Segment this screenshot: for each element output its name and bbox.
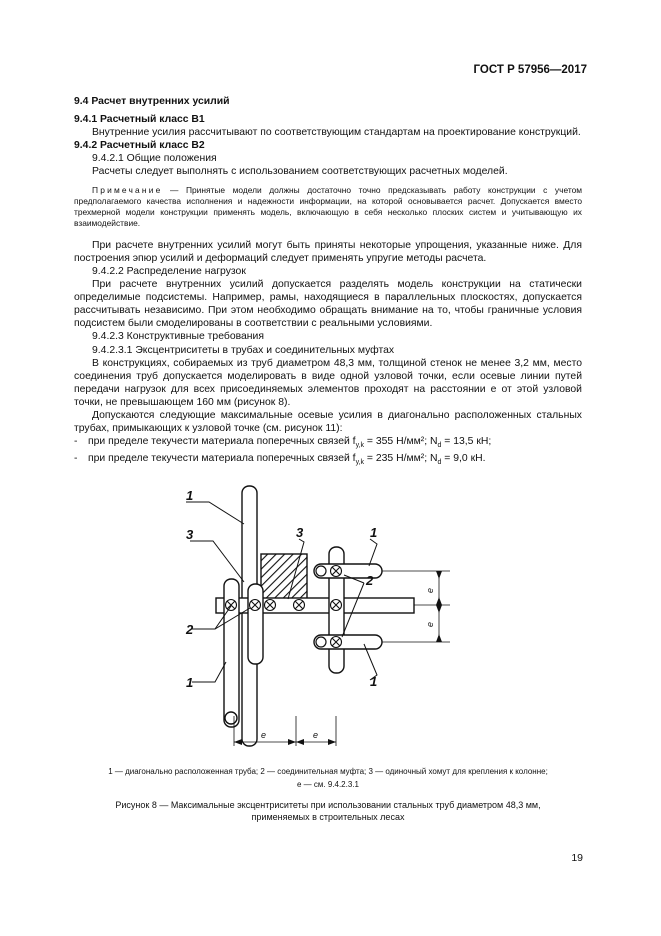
dimension-e: e [261, 730, 267, 740]
heading-9-4-1: 9.4.1 Расчетный класс В1 [74, 114, 205, 126]
coupler-symbol [331, 566, 342, 577]
list-item: - при пределе текучести материала поперечных связей $f_{y,k} = 235$ Н/мм²; $N_d = 9,0$ кН. [74, 453, 486, 467]
main-text [74, 95, 582, 470]
paragraph-9-4-2-1: Расчеты следует выполнять с использованием соответствующих расчетных моделей. [92, 166, 508, 178]
leader-line [369, 539, 377, 566]
legend-line-1: 1 — диагонально расположенная труба; 2 — соединительная муфта; 3 — одиночный хомут для крепления к колонне; [108, 767, 548, 776]
tube-end [316, 637, 326, 647]
column-clamp [261, 554, 307, 600]
coupler-symbol [294, 600, 305, 611]
note [74, 185, 582, 230]
label-3: 3 [296, 525, 304, 540]
dimension-e: e [313, 730, 319, 740]
note-label: Примечание [92, 184, 163, 195]
heading-9-4-2-3: 9.4.2.3 Конструктивные требования [92, 331, 264, 343]
leader-line [192, 662, 226, 682]
leader-line [190, 541, 244, 582]
dimension-e: e [425, 621, 435, 627]
heading-9-4-2-1: 9.4.2.1 Общие положения [92, 153, 217, 165]
page-number: 19 [571, 852, 583, 864]
note-text: — Принятые модели должны достаточно точно предсказывать работу конструкции с учетом предполагаемого качества исполнения и надежности информации, на которой основывается расчет. Допускается вместо трехмерной модели конструкции применять модель, включающую в себя несколько плоских систем и учитывающую их взаимодействие. [74, 184, 582, 229]
label-2: 2 [366, 573, 374, 588]
figure-caption [74, 799, 582, 823]
coupler-symbol [331, 637, 342, 648]
figure-legend [74, 765, 582, 791]
document-id: ГОСТ Р 57956—2017 [473, 64, 587, 76]
paragraph-9-4-2-2: При расчете внутренних усилий допускается разделять модель конструкции на статически определимые подсистемы. Например, рамы, находящиеся в параллельных плоскостях, допускается рассчитывать независимо. При этом необходимо обращать внимание на то, чтобы граничные условия подсистем были смоделированы в соответствии с реальными условиями. [74, 279, 582, 330]
label-1: 1 [370, 525, 378, 540]
tube-end [225, 712, 237, 724]
label-1: 1 [370, 674, 378, 689]
heading-9-4: 9.4 Расчет внутренних усилий [74, 96, 230, 107]
coupler-symbol [265, 600, 276, 611]
paragraph-9-4-1: Внутренние усилия рассчитывают по соответствующим стандартам на проектирование конструкций. [92, 127, 581, 139]
caption-line-1: Рисунок 8 — Максимальные эксцентриситеты при использовании стальных труб диаметром 48,3 мм, [115, 800, 541, 810]
label-3: 3 [186, 527, 194, 542]
paragraph-9-4-2-3-1: В конструкциях, собираемых из труб диаметром 48,3 мм, толщиной стенок не менее 3,2 мм, место соединения труб допускается моделировать в виде одной узловой точки, если осевые линии путей передачи нагрузок для всех присоединяемых элементов проходят на расстоянии e от этой узловой точки, не превышающем 160 мм (рисунок 8). [74, 357, 582, 408]
leader-line [186, 502, 244, 524]
heading-9-4-2-2: 9.4.2.2 Распределение нагрузок [92, 265, 246, 277]
label-1: 1 [186, 675, 194, 690]
coupler-symbol [226, 600, 237, 611]
tube-end [316, 566, 326, 576]
list-item: - при пределе текучести материала поперечных связей $f_{y,k} = 355$ Н/мм²; $N_d = 13,5$ кН; [74, 436, 492, 450]
coupler-symbol [331, 600, 342, 611]
caption-line-2: применяемых в строительных лесах [251, 812, 405, 822]
dimension-e: e [425, 587, 435, 593]
heading-9-4-2-3-1: 9.4.2.3.1 Эксцентриситеты в трубах и соединительных муфтах [92, 344, 395, 356]
figure-8-diagram [74, 484, 582, 756]
label-1: 1 [186, 488, 194, 503]
coupler-symbol [250, 600, 261, 611]
legend-line-2: e — см. 9.4.2.3.1 [297, 780, 359, 789]
short-tube-left [248, 584, 263, 664]
heading-9-4-2: 9.4.2 Расчетный класс В2 [74, 140, 205, 152]
paragraph-simplifications: При расчете внутренних усилий могут быть приняты некоторые упрощения, указанные ниже. Для построения эпюр усилий и деформаций следует применять упругие методы расчета. [74, 239, 582, 264]
label-2: 2 [186, 622, 194, 637]
paragraph-allowed-forces: Допускаются следующие максимальные осевые усилия в диагонально расположенных стальных трубах, примыкающих к узловой точке (см. рисунок 11): [74, 409, 582, 435]
